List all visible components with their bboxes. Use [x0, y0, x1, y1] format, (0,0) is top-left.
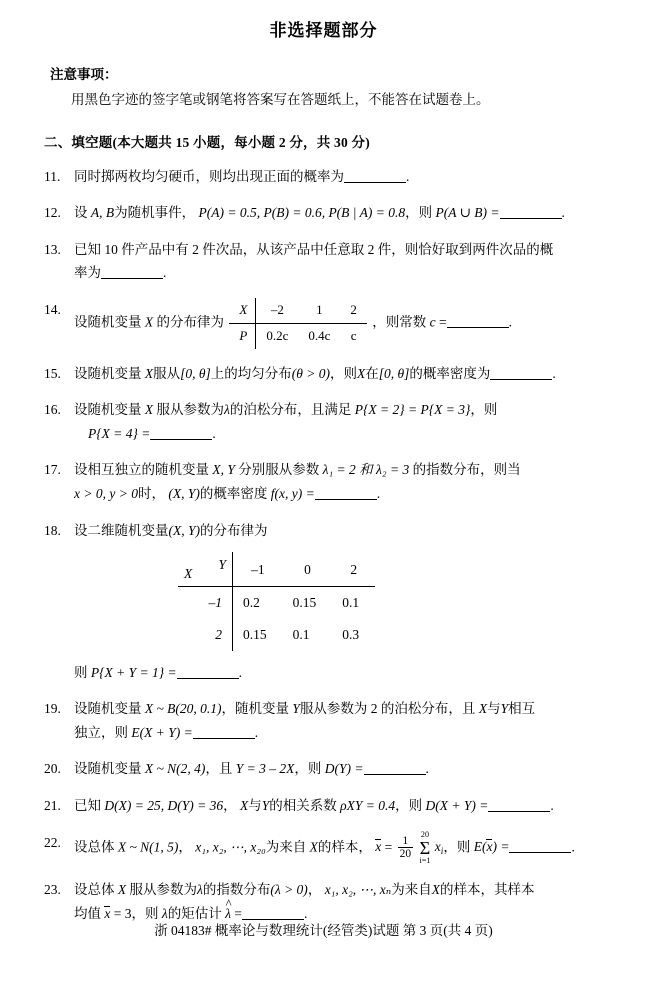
table-cell: 0.2 [243, 595, 260, 611]
notice-text: 用黑色字迹的签字笔或钢笔将答案写在答题纸上，不能答在试题卷上。 [71, 92, 490, 107]
row-header: –1 [178, 587, 233, 619]
q21-d: 的相关系数 [269, 798, 337, 814]
q14-eq: = [439, 314, 447, 330]
q19-x: X [478, 701, 488, 717]
sample-mean-symbol: x [375, 839, 382, 855]
q17-a: 设相互独立的随机变量 [74, 462, 209, 478]
q15-interval: [0, θ] [180, 365, 211, 381]
q12-then: ，则 [405, 205, 433, 221]
q22-e: ，则 [443, 839, 471, 855]
q14-constant: c [429, 314, 436, 330]
q18-a: 设二维随机变量 [74, 522, 169, 538]
question-22 [44, 831, 603, 865]
x-value: –2 [256, 298, 299, 323]
question-number: 12. [44, 205, 61, 221]
q16-lambda: λ [224, 402, 230, 418]
q21-e: ，则 [395, 798, 423, 814]
q14-prefix: 设随机变量 [74, 314, 142, 330]
table-row [229, 323, 367, 348]
question-body [74, 697, 603, 744]
q19-line1 [74, 697, 603, 721]
q12-mid: 为随机事件， [114, 205, 196, 221]
sum-term-base: x [434, 839, 441, 855]
q23-d: ， [307, 882, 322, 898]
q22-expectation: E(x) = [473, 839, 510, 855]
q17-line1 [74, 458, 603, 482]
q19-d: 与 [487, 701, 501, 717]
table-cell: 0.1 [342, 595, 360, 611]
q16-variable: X [144, 402, 154, 418]
table-row [229, 298, 367, 323]
q17-variables: X, Y [212, 462, 235, 478]
q22-tail: . [571, 839, 575, 855]
question-19 [44, 697, 603, 744]
q21-a: 已知 [74, 798, 101, 814]
answer-blank[interactable] [364, 762, 426, 776]
q14-mid: 的分布律为 [156, 314, 224, 330]
q23-mean-value: = 3 [110, 905, 132, 921]
q17-params: λ₁ = 2 和 λ₂ = 3 [322, 462, 410, 478]
answer-blank[interactable] [315, 486, 377, 500]
question-14 [44, 298, 603, 349]
q18-line2 [74, 661, 603, 685]
question-number: 19. [44, 701, 61, 717]
table-row [178, 587, 375, 619]
q15-variable2: X [357, 365, 366, 381]
question-number: 23. [44, 882, 61, 898]
question-number: 22. [44, 834, 61, 850]
fraction-numerator: 1 [398, 835, 413, 848]
question-12 [44, 201, 603, 225]
q16-equation: P{X = 2} = P{X = 3} [354, 402, 471, 418]
q18-pair: (X, Y) [168, 522, 200, 538]
x-value: 2 [340, 298, 367, 323]
q18-line1 [74, 519, 603, 543]
q21-b: ， [223, 798, 237, 814]
q19-a: 设随机变量 [74, 701, 142, 717]
row-header: 2 [178, 619, 233, 651]
q23-a: 设总体 [74, 882, 115, 898]
q16-a: 设随机变量 [74, 402, 142, 418]
column-header: 0 [283, 552, 333, 587]
sum-lower-limit: i=1 [419, 856, 431, 866]
q23-sample: x₁, x₂, ⋯, xₙ [324, 882, 392, 898]
answer-blank[interactable] [447, 315, 509, 329]
answer-blank[interactable] [242, 906, 304, 920]
question-body [74, 519, 603, 685]
q15-mid5: 的概率密度为 [409, 365, 491, 381]
q16-tail: . [212, 425, 216, 441]
answer-blank[interactable] [177, 665, 239, 679]
q18-c: 则 [74, 664, 88, 680]
question-15 [44, 362, 603, 386]
q17-e: 的概率密度 [199, 486, 268, 502]
table-row [178, 619, 375, 651]
q16-c: 的泊松分布，且满足 [229, 402, 352, 418]
question-16 [44, 398, 603, 445]
fraction-denominator: 20 [399, 848, 412, 861]
q21-c: 与 [248, 798, 262, 814]
table-cell: 0.15 [292, 595, 317, 611]
q17-tail: . [376, 486, 381, 502]
q18-tail: . [238, 664, 243, 680]
question-21 [44, 794, 603, 818]
q11-tail: . [406, 168, 410, 184]
q17-density: f(x, y) = [270, 486, 315, 502]
question-body [74, 201, 603, 225]
q23-h: ，则 [131, 905, 159, 921]
q23-b: 服从参数为 [129, 882, 197, 898]
question-13 [44, 238, 603, 285]
q15-mid1: 服从 [153, 365, 181, 381]
row-header-p: P [229, 323, 255, 348]
corner-x-label: X [184, 565, 193, 581]
question-number: 20. [44, 761, 61, 777]
table-corner-cell [178, 552, 233, 587]
q15-variable: X [144, 365, 154, 381]
question-body [74, 165, 603, 189]
q17-line2 [74, 482, 603, 506]
question-number: 15. [44, 365, 61, 381]
q23-c: 的指数分布 [202, 882, 271, 898]
q13-line2-wrap [74, 261, 603, 285]
q12-tail: . [561, 205, 565, 221]
question-11 [44, 165, 603, 189]
question-18 [44, 519, 603, 685]
q20-a: 设随机变量 [74, 761, 142, 777]
sum-term-index: i [440, 846, 444, 857]
sample-mean-symbol: x [104, 905, 111, 921]
q17-pair: (X, Y) [168, 486, 200, 502]
q12-union: P(A ∪ B) = [435, 205, 500, 221]
p-value: 0.2c [266, 327, 289, 343]
q12-given-probs: P(A) = 0.5, P(B) = 0.6, P(B | A) = 0.8 [198, 205, 406, 221]
distribution-table-14 [229, 298, 367, 349]
q19-b: ，随机变量 [221, 701, 290, 717]
question-number: 17. [44, 462, 61, 478]
q15-tail: . [552, 365, 556, 381]
q15-interval2: [0, θ] [378, 365, 410, 381]
question-number: 16. [44, 402, 61, 418]
section-heading: 二、填空题(本大题共 15 小题，每小题 2 分，共 30 分) [44, 134, 370, 150]
q22-x: X [309, 839, 318, 855]
q16-d: ，则 [470, 402, 498, 418]
q23-line1 [74, 878, 603, 902]
x-value: 1 [298, 298, 340, 323]
answer-blank[interactable] [509, 839, 571, 853]
answer-blank[interactable] [101, 266, 163, 280]
q16-b: 服从参数为 [156, 402, 224, 418]
q13-tail: . [163, 265, 167, 281]
q17-b: 分别服从参数 [238, 462, 320, 478]
question-body [74, 362, 603, 386]
question-body [74, 757, 603, 781]
q22-equals: = [384, 839, 393, 855]
q15-mid2: 上的均匀分布 [210, 365, 292, 381]
q23-g: 均值 [74, 905, 101, 921]
q19-tail: . [254, 724, 259, 740]
column-header: –1 [233, 552, 283, 587]
q21-variance-sum: D(X + Y) = [425, 798, 489, 814]
answer-blank[interactable] [193, 725, 255, 739]
q22-c: 为来自 [265, 839, 307, 855]
p-value: 0.4c [308, 327, 331, 343]
sigma-glyph: Σ [419, 837, 431, 858]
answer-blank[interactable] [490, 366, 552, 380]
table-header-row [178, 552, 375, 587]
q21-correlation: ρXY = 0.4 [340, 798, 396, 814]
q19-y: Y [292, 701, 300, 717]
question-body [74, 398, 603, 445]
question-17 [44, 458, 603, 505]
q22-d: 的样本， [317, 839, 372, 855]
q13-line1: 已知 10 件产品中有 2 件次品，从该产品中任意取 2 件，则恰好取到两件次品的概 [74, 241, 554, 257]
sample-mean-symbol-2: x [486, 839, 493, 855]
q15-mid3: ，则 [330, 365, 357, 381]
q19-line2 [74, 721, 603, 745]
q17-domain: x > 0, y > 0 [74, 486, 138, 502]
question-20 [44, 757, 603, 781]
q19-x-dist: X ~ B(20, 0.1) [144, 701, 222, 717]
joint-distribution-table [178, 552, 603, 650]
q23-lambda: λ [197, 882, 203, 898]
q12-events: A, B [90, 205, 115, 221]
fraction-one-over-n [398, 835, 413, 860]
q20-b: ，且 [205, 761, 233, 777]
q20-variance: D(Y) = [324, 761, 364, 777]
question-body [74, 298, 603, 349]
q20-x-dist: X ~ N(2, 4) [144, 761, 206, 777]
q20-c: ，则 [294, 761, 322, 777]
q19-c: 服从参数为 2 的泊松分布，且 [299, 701, 476, 717]
q15-mid4: 在 [365, 365, 379, 381]
q23-f: 的样本，其样本 [440, 882, 535, 898]
question-body [74, 238, 603, 285]
answer-blank[interactable] [500, 205, 562, 219]
row-header-x: X [229, 298, 255, 323]
column-header: 2 [332, 552, 375, 587]
page-footer: 浙 04183# 概率论与数理统计(经管类)试题 第 3 页(共 4 页) [154, 923, 493, 938]
q23-estimator: ^ λ [225, 902, 231, 926]
q22-b: ， [178, 839, 192, 855]
question-number: 18. [44, 522, 61, 538]
q14-tail: . [508, 314, 513, 330]
q23-condition: (λ > 0) [270, 882, 308, 898]
q15-prefix: 设随机变量 [74, 365, 142, 381]
p-value: c [350, 327, 357, 343]
q16-line1 [74, 398, 603, 422]
q11-text: 同时掷两枚均匀硬币，则均出现正面的概率为 [74, 168, 344, 184]
question-body [74, 458, 603, 505]
q16-line2 [88, 422, 603, 446]
q17-c: 的指数分布，则当 [412, 462, 521, 478]
q23-eq: = [230, 905, 242, 921]
q21-y: Y [261, 798, 270, 814]
corner-y-label: Y [218, 557, 226, 573]
q20-tail: . [425, 761, 429, 777]
question-body [74, 831, 603, 865]
q20-y-def: Y = 3 – 2X [235, 761, 295, 777]
question-number: 11. [44, 168, 61, 184]
q21-tail: . [550, 798, 554, 814]
notice-heading: 注意事项： [50, 67, 118, 82]
q18-probability: P{X + Y = 1} = [90, 664, 177, 680]
question-number: 13. [44, 241, 61, 257]
q21-x: X [239, 798, 249, 814]
table-cell: 0.15 [243, 626, 267, 642]
q23-e: 为来自 [391, 882, 432, 898]
question-body [74, 794, 603, 818]
q23-lambda2: λ [161, 905, 168, 921]
q22-sample: x₁, x₂, ⋯, x₂₀ [195, 839, 266, 855]
q23-x: X [431, 882, 441, 898]
q23-population: X [117, 882, 127, 898]
question-number: 14. [44, 302, 61, 318]
q18-b: 的分布律为 [200, 522, 268, 538]
answer-blank[interactable] [344, 169, 406, 183]
q19-f: 独立，则 [74, 724, 128, 740]
q17-d: 时， [137, 486, 165, 502]
sum-upper-limit: 20 [420, 829, 429, 839]
q14-variable: X [144, 314, 154, 330]
q22-a: 设总体 [74, 839, 115, 855]
q12-prefix: 设 [74, 205, 88, 221]
summation-symbol [420, 831, 431, 865]
table-cell: 0.3 [342, 626, 360, 642]
q23-i: 的矩估计 [167, 905, 222, 921]
page-title: 非选择题部分 [269, 21, 378, 40]
answer-blank[interactable] [150, 426, 212, 440]
q23-tail: . [303, 905, 308, 921]
question-number: 21. [44, 798, 61, 814]
q19-y2: Y [500, 701, 509, 717]
q13-line2: 率为 [74, 265, 101, 281]
q16-target: P{X = 4} = [88, 425, 151, 441]
q22-population: X ~ N(1, 5) [117, 839, 179, 855]
q19-e: 相互 [508, 701, 536, 717]
q15-condition: (θ > 0) [291, 365, 330, 381]
q21-variances: D(X) = 25, D(Y) = 36 [104, 798, 224, 814]
table-cell: 0.1 [292, 626, 310, 642]
q19-expectation: E(X + Y) = [131, 724, 193, 740]
q14-post: ，则常数 [372, 314, 427, 330]
answer-blank[interactable] [488, 798, 550, 812]
